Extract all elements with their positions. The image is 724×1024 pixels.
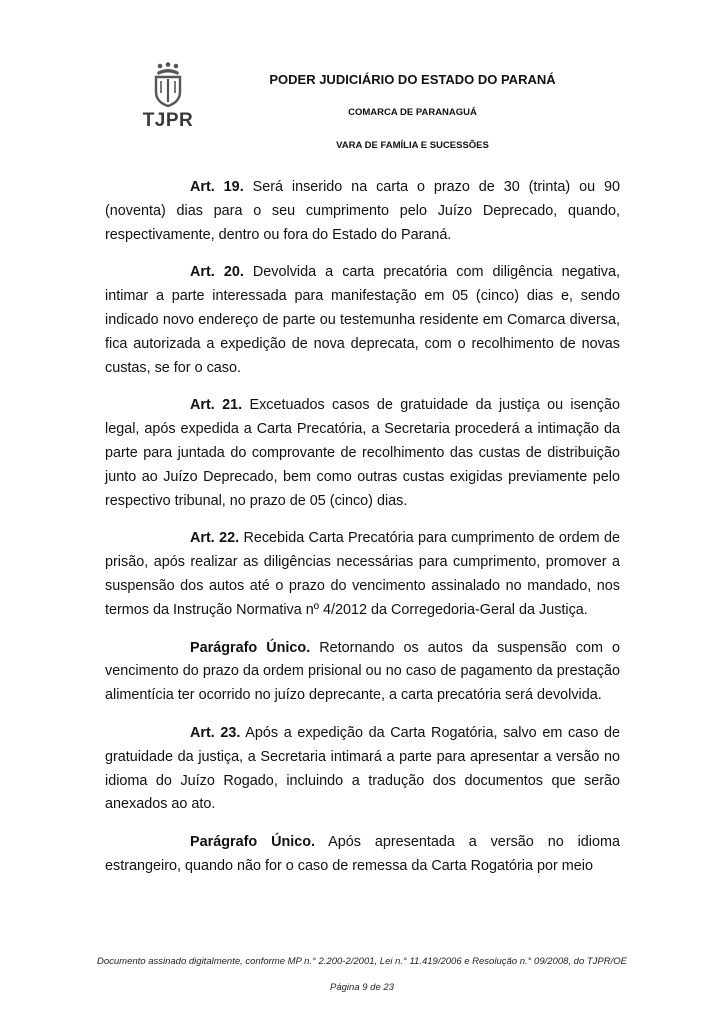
article-heading: Art. 21. — [190, 397, 243, 414]
article-paragraph — [105, 527, 620, 622]
article-paragraph — [105, 722, 620, 817]
article-heading: Art. 23. — [190, 724, 241, 741]
article-paragraph — [105, 261, 620, 380]
article-text: Recebida Carta Precatória para cumprimento de ordem de prisão, após realizar as diligências necessárias para cumprimento, promover a suspensão dos autos até o prazo do vencimento assinalado no mandado, nos termos da Instrução Normativa nº 4/2012 da Corregedoria-Geral da Justiça. — [105, 530, 620, 618]
article-text: Retornando os autos da suspensão com o vencimento do prazo da ordem prisional ou no caso de pagamento da prestação alimentícia ter ocorrido no juízo deprecante, a carta precatória será devolvida. — [105, 639, 621, 704]
article-heading: Art. 22. — [190, 530, 240, 547]
article-heading: Parágrafo Único. — [190, 639, 311, 656]
article-paragraph — [105, 831, 620, 879]
vara-name: VARA DE FAMÍLIA E SUCESSÕES — [336, 140, 489, 151]
article-text: Após a expedição da Carta Rogatória, salvo em caso de gratuidade da justiça, a Secretaria intimará a parte para apresentar a versão no idioma do Juízo Rogado, incluindo a tradução dos documentos que serão anexados ao ato. — [105, 724, 620, 813]
court-title: PODER JUDICIÁRIO DO ESTADO DO PARANÁ — [269, 72, 556, 87]
article-text: Excetuados casos de gratuidade da justiça ou isenção legal, após expedida a Carta Precatória, a Secretaria procederá a intimação da parte para juntada do comprovante de recolhimento das custas de distribuição junto ao Juízo Deprecado, bem como outras custas exigidas previamente pelo respectivo tribunal, no prazo de 05 (cinco) dias. — [105, 397, 621, 509]
signature-note: Documento assinado digitalmente, conforme MP n.° 2.200-2/2001, Lei n.° 11.419/2006 e Resolução n.° 09/2008, do TJPR/OE — [97, 956, 627, 967]
article-heading: Art. 19. — [190, 179, 244, 195]
document-body — [105, 176, 620, 893]
article-heading: Parágrafo Único. — [190, 834, 316, 851]
article-paragraph — [105, 176, 620, 247]
logo-text: TJPR — [142, 110, 194, 131]
coat-of-arms-icon — [151, 62, 185, 108]
page-number: Página 9 de 23 — [330, 982, 394, 993]
article-paragraph — [105, 637, 620, 708]
article-heading: Art. 20. — [190, 264, 244, 281]
article-text: Após apresentada a versão no idioma estrangeiro, quando não for o caso de remessa da Carta Rogatória por meio — [105, 834, 620, 874]
comarca-name: COMARCA DE PARANAGUÁ — [348, 107, 477, 118]
article-text: Devolvida a carta precatória com diligência negativa, intimar a parte interessada para manifestação em 05 (cinco) dias e, sendo indicado novo endereço de parte ou testemunha residente em Comarca diversa, fica autorizada a expedição de nova deprecata, com o recolhimento de novas custas, se for o caso. — [105, 264, 620, 376]
tjpr-logo — [138, 62, 198, 134]
article-paragraph — [105, 394, 620, 513]
article-text: Será inserido na carta o prazo de 30 (trinta) ou 90 (noventa) dias para o seu cumprimento pelo Juízo Deprecado, quando, respectivamente, dentro ou fora do Estado do Paraná. — [105, 179, 620, 243]
